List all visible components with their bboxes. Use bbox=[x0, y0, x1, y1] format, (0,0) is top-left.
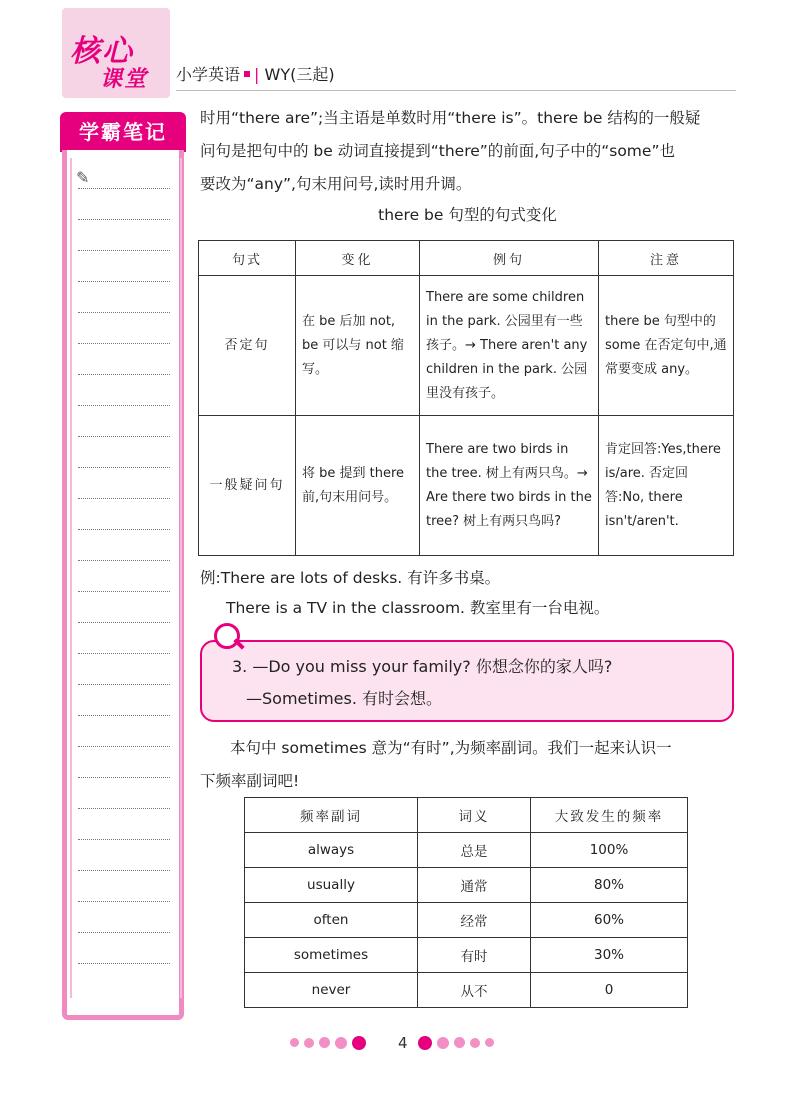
freq-cell: 30% bbox=[531, 938, 688, 973]
table-header-row bbox=[245, 798, 688, 833]
note-cell: 肯定回答:Yes,there is/are. 否定回答:No, there isn't/aren't. bbox=[599, 416, 734, 556]
note-line bbox=[78, 467, 170, 468]
meaning-cell: 经常 bbox=[418, 903, 531, 938]
word-cell: often bbox=[245, 903, 418, 938]
table-row bbox=[199, 416, 734, 556]
subject-label: 小学英语 bbox=[176, 65, 241, 84]
note-line bbox=[78, 808, 170, 809]
square-bullet-icon bbox=[244, 71, 250, 77]
note-line bbox=[78, 405, 170, 406]
example-line-1: 例:There are lots of desks. 有许多书桌。 bbox=[200, 569, 501, 587]
header-cell: 句式 bbox=[199, 241, 296, 276]
example-line-2: There is a TV in the classroom. 教室里有一台电视。 bbox=[226, 599, 610, 617]
freq-cell: 60% bbox=[531, 903, 688, 938]
explain-paragraph bbox=[200, 732, 745, 798]
freq-cell: 80% bbox=[531, 868, 688, 903]
intro-line: 问句是把句中的 be 动词直接提到“there”的前面,句子中的“some”也 bbox=[200, 142, 675, 160]
freq-cell: 100% bbox=[531, 833, 688, 868]
word-cell: always bbox=[245, 833, 418, 868]
header-cell: 例句 bbox=[420, 241, 599, 276]
note-line bbox=[78, 219, 170, 220]
change-cell: 将 be 提到 there 前,句末用问号。 bbox=[296, 416, 420, 556]
table-row bbox=[245, 903, 688, 938]
pencil-icon: ✎ bbox=[76, 168, 90, 187]
table-row bbox=[245, 973, 688, 1008]
decor-dot bbox=[352, 1036, 366, 1050]
note-line bbox=[78, 591, 170, 592]
notes-banner: 学霸笔记 bbox=[60, 112, 186, 152]
type-cell: 一般疑问句 bbox=[199, 416, 296, 556]
header-cell: 词义 bbox=[418, 798, 531, 833]
word-cell: never bbox=[245, 973, 418, 1008]
decor-dot bbox=[470, 1038, 480, 1048]
logo bbox=[70, 34, 168, 92]
word-cell: sometimes bbox=[245, 938, 418, 973]
note-line bbox=[78, 932, 170, 933]
note-line bbox=[78, 312, 170, 313]
edition-label: WY(三起) bbox=[264, 65, 335, 84]
change-cell: 在 be 后加 not, be 可以与 not 缩写。 bbox=[296, 276, 420, 416]
note-line bbox=[78, 870, 170, 871]
header-cell: 频率副词 bbox=[245, 798, 418, 833]
meaning-cell: 通常 bbox=[418, 868, 531, 903]
magnifier-icon bbox=[214, 623, 240, 649]
note-line bbox=[78, 498, 170, 499]
example-cell: There are some children in the park. 公园里有一些孩子。→ There aren't any children in the park. 公园里没有孩子。 bbox=[420, 276, 599, 416]
decor-dot bbox=[418, 1036, 432, 1050]
note-line bbox=[78, 281, 170, 282]
decor-dot bbox=[454, 1037, 465, 1048]
note-line bbox=[78, 653, 170, 654]
meaning-cell: 从不 bbox=[418, 973, 531, 1008]
note-line bbox=[78, 374, 170, 375]
explain-line: 本句中 sometimes 意为“有时”,为频率副词。我们一起来认识一 bbox=[230, 739, 672, 757]
note-line bbox=[78, 250, 170, 251]
note-line bbox=[78, 901, 170, 902]
decor-dot bbox=[304, 1038, 314, 1048]
header-cell: 注意 bbox=[599, 241, 734, 276]
decor-dot bbox=[290, 1038, 299, 1047]
meaning-cell: 总是 bbox=[418, 833, 531, 868]
note-line bbox=[78, 963, 170, 964]
frequency-table bbox=[244, 797, 688, 1008]
key-sentence-line-1: 3. —Do you miss your family? 你想念你的家人吗? bbox=[232, 657, 613, 676]
note-line bbox=[78, 529, 170, 530]
table-header-row bbox=[199, 241, 734, 276]
note-line bbox=[78, 839, 170, 840]
intro-line: 时用“there are”;当主语是单数时用“there is”。there be 结构的一般疑 bbox=[200, 109, 701, 127]
notes-inner-border bbox=[70, 158, 182, 998]
meaning-cell: 有时 bbox=[418, 938, 531, 973]
note-line bbox=[78, 622, 170, 623]
table-row bbox=[245, 868, 688, 903]
logo-line2: 课堂 bbox=[100, 67, 149, 92]
note-line bbox=[78, 777, 170, 778]
header-divider bbox=[176, 90, 736, 91]
note-line bbox=[78, 684, 170, 685]
note-line bbox=[78, 188, 170, 189]
word-cell: usually bbox=[245, 868, 418, 903]
key-sentence-line-2: —Sometimes. 有时会想。 bbox=[246, 689, 443, 708]
table-row bbox=[245, 833, 688, 868]
key-sentence-box bbox=[200, 640, 734, 722]
note-line bbox=[78, 560, 170, 561]
table-row bbox=[199, 276, 734, 416]
header-cell: 变化 bbox=[296, 241, 420, 276]
note-cell: there be 句型中的 some 在否定句中,通常要变成 any。 bbox=[599, 276, 734, 416]
table1-title: there be 句型的句式变化 bbox=[378, 206, 557, 224]
decor-dot bbox=[319, 1037, 330, 1048]
decor-dot bbox=[485, 1038, 494, 1047]
intro-paragraph bbox=[200, 102, 745, 201]
freq-cell: 0 bbox=[531, 973, 688, 1008]
logo-line1: 核心 bbox=[70, 34, 134, 69]
page-footer bbox=[290, 1034, 510, 1054]
note-line bbox=[78, 715, 170, 716]
decor-dot bbox=[335, 1037, 347, 1049]
note-line bbox=[78, 343, 170, 344]
intro-line: 要改为“any”,句末用问号,读时用升调。 bbox=[200, 175, 472, 193]
header-title: 小学英语 | WY(三起) bbox=[176, 65, 335, 84]
example-cell: There are two birds in the tree. 树上有两只鸟。→ Are there two birds in the tree? 树上有两只鸟吗? bbox=[420, 416, 599, 556]
there-be-table bbox=[198, 240, 734, 556]
header-cell: 大致发生的频率 bbox=[531, 798, 688, 833]
decor-dot bbox=[437, 1037, 449, 1049]
note-line bbox=[78, 436, 170, 437]
table-row bbox=[245, 938, 688, 973]
type-cell: 否定句 bbox=[199, 276, 296, 416]
note-line bbox=[78, 746, 170, 747]
page-number: 4 bbox=[398, 1034, 408, 1052]
explain-line: 下频率副词吧! bbox=[200, 772, 300, 790]
